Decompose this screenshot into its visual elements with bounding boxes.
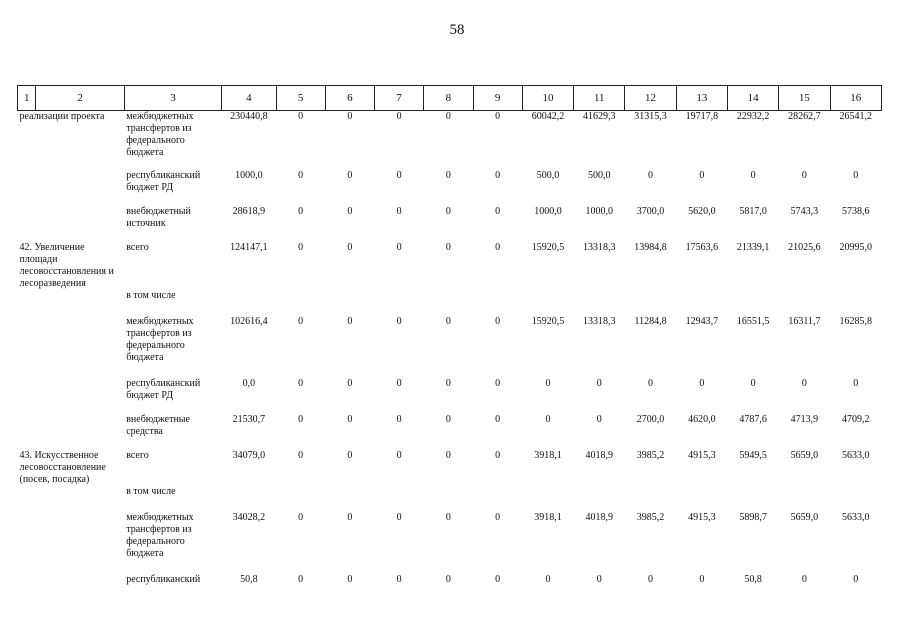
row-value: 28262,7	[788, 111, 821, 122]
row-value	[779, 486, 830, 512]
row-value: 5743,3	[790, 205, 819, 217]
column-header: 1	[18, 86, 36, 111]
row-value: 3918,1	[534, 511, 562, 523]
row-value: 0	[495, 205, 501, 217]
row-value	[222, 486, 276, 512]
column-header: 10	[522, 86, 573, 111]
row-value: 0	[298, 573, 304, 585]
row-value: 0	[347, 511, 353, 523]
row-funding-source: внебюджетный источник	[126, 205, 191, 229]
row-value: 0	[801, 377, 807, 389]
row-value: 16551,5	[736, 315, 770, 327]
row-value: 5949,5	[739, 449, 767, 461]
row-value: 0	[596, 377, 602, 389]
row-value: 22932,2	[736, 111, 770, 122]
row-value: 28618,9	[232, 205, 266, 217]
row-value: 0	[298, 111, 304, 122]
row-value: 500,0	[536, 169, 560, 181]
row-value: 0	[495, 111, 501, 122]
row-value: 5659,0	[790, 511, 819, 523]
row-item-name	[18, 378, 125, 414]
row-value: 0	[495, 315, 501, 327]
row-value: 3700,0	[636, 205, 665, 217]
row-funding-source: внебюджетные средства	[126, 413, 190, 437]
row-value: 50,8	[240, 573, 258, 585]
row-value: 0	[347, 449, 353, 461]
row-value: 0	[853, 573, 859, 585]
row-value: 0	[298, 205, 304, 217]
row-funding-source: межбюджетных трансфертов из федерального бюджета	[126, 315, 194, 363]
row-value: 0	[699, 377, 705, 389]
row-funding-source: межбюджетных трансфертов из федерального бюджета	[126, 511, 194, 559]
row-value: 0	[495, 573, 501, 585]
row-value: 5659,0	[790, 449, 819, 461]
page-number: 58	[449, 22, 465, 38]
table-row	[18, 242, 882, 290]
row-value: 0	[298, 315, 304, 327]
row-value	[676, 290, 727, 316]
row-value: 0	[445, 111, 451, 122]
row-item-name	[18, 290, 125, 316]
row-value: 0	[699, 169, 705, 181]
row-item-name	[18, 414, 125, 450]
row-value	[625, 486, 676, 512]
row-value: 0	[801, 573, 807, 585]
row-item-name	[18, 512, 125, 574]
row-value: 19717,8	[685, 111, 719, 122]
row-value	[276, 486, 325, 512]
row-value: 31315,3	[634, 111, 667, 122]
row-value: 0	[298, 241, 304, 253]
table-body	[18, 111, 882, 598]
row-value: 5633,0	[842, 511, 870, 523]
row-value: 4620,0	[688, 413, 716, 425]
row-value	[830, 290, 881, 316]
row-value: 0	[396, 413, 402, 425]
row-value: 0	[445, 573, 451, 585]
row-value: 102616,4	[230, 315, 268, 327]
column-header: 16	[830, 86, 881, 111]
row-value	[222, 290, 276, 316]
row-value: 50,8	[744, 573, 762, 585]
column-header: 13	[676, 86, 727, 111]
row-value: 230440,8	[230, 111, 268, 122]
row-value: 0	[396, 315, 402, 327]
row-value: 0	[445, 377, 451, 389]
row-value: 0	[347, 315, 353, 327]
row-value: 0	[396, 205, 402, 217]
column-header: 8	[424, 86, 473, 111]
row-value: 0	[347, 241, 353, 253]
row-value: 12943,7	[685, 315, 719, 327]
row-value: 3918,1	[534, 449, 562, 461]
row-value	[375, 290, 424, 316]
column-header: 9	[473, 86, 522, 111]
table-row	[18, 450, 882, 486]
table-row	[18, 512, 882, 574]
row-funding-source: всего	[126, 241, 149, 253]
row-value: 13318,3	[582, 241, 616, 253]
row-value: 0	[396, 111, 402, 122]
row-value: 3985,2	[636, 449, 665, 461]
row-value: 0	[750, 169, 756, 181]
table-row	[18, 574, 882, 598]
row-value: 0	[298, 413, 304, 425]
row-value: 0	[495, 511, 501, 523]
row-value: 0	[298, 169, 304, 181]
row-value: 0	[347, 413, 353, 425]
row-value: 1000,0	[235, 169, 263, 181]
row-funding-source: в том числе	[126, 485, 176, 497]
table-row	[18, 206, 882, 242]
row-value	[522, 486, 573, 512]
row-value: 0	[801, 169, 807, 181]
row-value: 0	[596, 413, 602, 425]
row-item-name	[18, 206, 125, 242]
row-value	[424, 290, 473, 316]
row-value	[574, 486, 625, 512]
row-value: 0	[853, 169, 859, 181]
row-value: 41629,3	[582, 111, 616, 122]
row-item-name	[18, 486, 125, 512]
row-value: 0	[495, 241, 501, 253]
row-value: 0	[495, 377, 501, 389]
row-value	[325, 290, 374, 316]
row-value: 0	[445, 413, 451, 425]
row-value: 0	[298, 449, 304, 461]
row-value: 21025,6	[788, 241, 821, 253]
row-value	[727, 486, 778, 512]
row-value: 0	[347, 111, 353, 122]
row-value: 0	[347, 205, 353, 217]
row-value	[676, 486, 727, 512]
row-value: 124147,1	[230, 241, 268, 253]
row-value: 0	[445, 449, 451, 461]
row-value: 0	[445, 205, 451, 217]
row-value	[276, 290, 325, 316]
row-item-name: реализации проекта	[19, 111, 105, 122]
row-value: 0	[396, 377, 402, 389]
column-header: 4	[222, 86, 276, 111]
table-row	[18, 378, 882, 414]
row-value: 34079,0	[232, 449, 266, 461]
row-value: 0	[298, 377, 304, 389]
row-value: 5817,0	[739, 205, 767, 217]
row-value: 0	[347, 169, 353, 181]
row-funding-source: республиканский бюджет РД	[126, 377, 201, 401]
table-row	[18, 290, 882, 316]
row-value: 21530,7	[232, 413, 266, 425]
column-header: 14	[727, 86, 778, 111]
row-value: 0	[545, 413, 551, 425]
row-value: 0	[495, 169, 501, 181]
row-value	[727, 290, 778, 316]
row-value: 4915,3	[688, 449, 716, 461]
row-value	[325, 486, 374, 512]
column-header: 5	[276, 86, 325, 111]
row-value: 0	[750, 377, 756, 389]
row-item-name	[18, 574, 125, 598]
row-value: 5738,6	[842, 205, 870, 217]
row-value	[473, 290, 522, 316]
row-value: 0	[396, 169, 402, 181]
row-value: 17563,6	[685, 241, 719, 253]
row-value: 4018,9	[585, 449, 613, 461]
row-item-name	[18, 316, 125, 378]
budget-table	[17, 85, 882, 598]
row-value: 20995,0	[839, 241, 873, 253]
row-value: 0	[445, 169, 451, 181]
row-value: 0	[347, 377, 353, 389]
row-value: 0	[648, 573, 654, 585]
row-value: 0	[445, 315, 451, 327]
row-value: 4709,2	[842, 413, 870, 425]
row-value: 13984,8	[634, 241, 667, 253]
table-row	[18, 316, 882, 378]
row-value	[375, 486, 424, 512]
row-value: 0	[853, 377, 859, 389]
row-value	[625, 290, 676, 316]
row-item-name: 43. Искусственное лесовосстановление (посев, посадка)	[19, 449, 106, 485]
row-value: 3985,2	[636, 511, 665, 523]
row-value: 0	[396, 511, 402, 523]
row-funding-source: межбюджетных трансфертов из федерального бюджета	[126, 111, 194, 158]
row-value: 0	[545, 573, 551, 585]
row-value: 0	[298, 511, 304, 523]
column-header: 11	[574, 86, 625, 111]
row-value: 21339,1	[736, 241, 770, 253]
column-header: 15	[779, 86, 830, 111]
table-header	[18, 86, 882, 111]
row-value: 0	[545, 377, 551, 389]
row-value	[830, 486, 881, 512]
row-value: 0	[648, 169, 654, 181]
row-value: 0	[495, 413, 501, 425]
row-value: 0	[495, 449, 501, 461]
row-value	[522, 290, 573, 316]
row-value: 0	[445, 241, 451, 253]
row-value: 15920,5	[531, 241, 565, 253]
row-funding-source: республиканский	[126, 573, 201, 585]
table-row	[18, 486, 882, 512]
row-value: 0	[648, 377, 654, 389]
row-value: 2700,0	[636, 413, 665, 425]
row-value: 0	[396, 241, 402, 253]
column-header: 12	[625, 86, 676, 111]
row-value: 0	[396, 449, 402, 461]
row-item-name: 42. Увеличение площади лесовосстановления и лесоразведения	[19, 241, 114, 289]
column-header: 2	[36, 86, 124, 111]
row-value: 5620,0	[688, 205, 716, 217]
row-value: 500,0	[587, 169, 611, 181]
row-value: 60042,2	[531, 111, 565, 122]
row-value: 26541,2	[839, 111, 873, 122]
row-value	[779, 290, 830, 316]
column-header: 7	[375, 86, 424, 111]
row-funding-source: в том числе	[126, 289, 176, 301]
row-value: 0	[596, 573, 602, 585]
row-value	[574, 290, 625, 316]
row-value: 16285,8	[839, 315, 873, 327]
header-row	[18, 86, 882, 111]
column-header: 3	[124, 86, 221, 111]
column-header: 6	[325, 86, 374, 111]
row-value: 0	[396, 573, 402, 585]
row-value: 34028,2	[232, 511, 266, 523]
table-row	[18, 414, 882, 450]
row-value: 4018,9	[585, 511, 613, 523]
row-value: 0	[445, 511, 451, 523]
row-value: 13318,3	[582, 315, 616, 327]
row-value: 11284,8	[634, 315, 667, 327]
row-value: 4713,9	[790, 413, 819, 425]
row-value: 0,0	[242, 377, 256, 389]
row-value: 0	[347, 573, 353, 585]
row-value	[424, 486, 473, 512]
row-value: 15920,5	[531, 315, 565, 327]
row-value: 4787,6	[739, 413, 767, 425]
row-funding-source: республиканский бюджет РД	[126, 169, 201, 193]
row-value	[473, 486, 522, 512]
row-value: 1000,0	[534, 205, 562, 217]
row-funding-source: всего	[126, 449, 149, 461]
row-value: 4915,3	[688, 511, 716, 523]
table-row	[18, 111, 882, 170]
row-value: 1000,0	[585, 205, 613, 217]
row-value: 16311,7	[788, 315, 821, 327]
row-value: 0	[699, 573, 705, 585]
row-value: 5633,0	[842, 449, 870, 461]
table-row	[18, 170, 882, 206]
row-value: 5898,7	[739, 511, 767, 523]
row-item-name	[18, 170, 125, 206]
